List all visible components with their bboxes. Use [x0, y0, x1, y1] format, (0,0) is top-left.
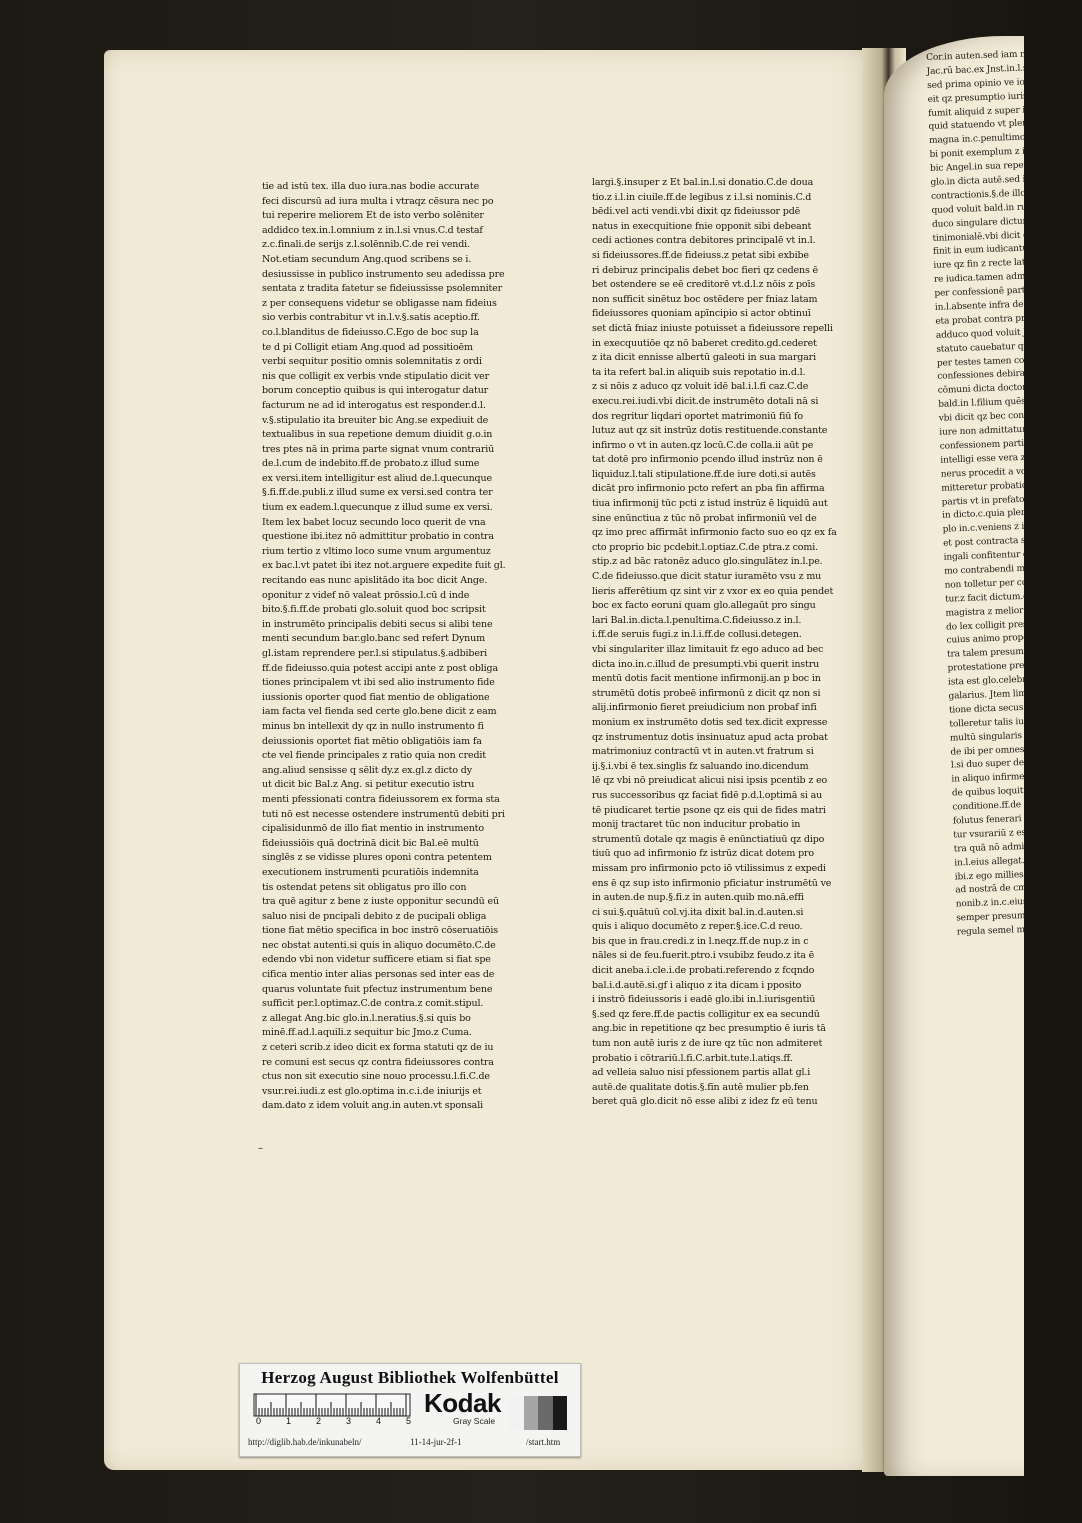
- text-line: qz imo prec affirmāt infirmonio facto suo eo qz ex fa: [592, 527, 837, 539]
- verso-text-column-right: [592, 176, 854, 1110]
- text-line: dos regritur liqdari oportet matrimoniū fiū fo: [592, 410, 803, 422]
- text-line: de.l.cum de indebito.ff.de probato.z illud sume: [262, 458, 480, 470]
- text-line: liquiduz.l.tali stipulatione.ff.de iure doti.si autēs: [592, 468, 816, 480]
- text-line: tiuū quo ad infirmonio fz istrūz dicat dotem pro: [592, 848, 815, 860]
- text-line: beret quā glo.dicit nō esse alibi z idez fz eū tenu: [592, 1096, 818, 1108]
- text-line: z ita dicit ennisse albertū galeoti in sua margari: [592, 352, 816, 364]
- text-line: re comuni est secus qz contra fideiussores contra: [262, 1056, 494, 1068]
- recto-text-line: ad nostrā de cmpti.z vendi.: [955, 881, 1076, 896]
- start-file: /start.htm: [526, 1437, 561, 1447]
- text-line: saluo nisi de pncipali debito z de pucipali obliga: [262, 910, 487, 922]
- text-line: matrimoniuz contractū vt in auten.vt fratrum si: [592, 746, 814, 758]
- library-url: http://diglib.hab.de/inkunabeln/: [248, 1437, 362, 1447]
- text-line: vbi singulariter illaz limitauit fz ego aduco ad bec: [592, 644, 824, 655]
- text-line: te d pi Colligit etiam Ang.quod ad possitioēm: [262, 341, 473, 353]
- recto-text-line: et post contracta sponsalia: [943, 534, 1063, 549]
- ruler-tick-label: 1: [286, 1416, 292, 1426]
- recto-text-line: finit in eum iudicantum on: [932, 243, 1051, 258]
- recto-text-line: tinimonialē.vbi dicit qz p: [932, 229, 1042, 244]
- text-line: iussionis oporter quod fiat mentio de obligatione: [262, 691, 490, 703]
- text-line: bet ostendere se eē creditorē vt.d.l.z nōis z poīs: [592, 279, 816, 291]
- text-line: in auten.de nup.§.fi.z in auten.quib mo.nā.effi: [592, 892, 804, 904]
- ruler-tick-label: 2: [316, 1416, 322, 1426]
- text-line: tiua infirmonij tūc pcti z istud instrūz ē liquidū aut: [592, 498, 828, 510]
- recto-text-line: in.l.absente infra de pena: [934, 298, 1048, 313]
- text-line: lieris afferētium qz sint vir z vxor ex eo quia pendet: [592, 585, 834, 597]
- recto-text-line: cuius animo proper factu: [946, 632, 1058, 647]
- text-line: ij.§.i.vbi ē tex.singlis fz saluando ino.dicendum: [592, 760, 809, 772]
- recto-text-line: glo.in dicta autē.sed iam n: [930, 173, 1048, 188]
- text-line: strumētū dotis probeē infirmonū z dicit qz non si: [592, 687, 821, 699]
- text-line: quis i aliquo documēto z reper.§.ice.C.d reuo.: [592, 921, 803, 933]
- recto-text-line: magna in.c.penultimo z ibi: [928, 132, 1047, 147]
- text-line: si fideiussores.ff.de fideiuss.z petat sibi exbibe: [592, 249, 809, 261]
- text-line: missam pro infirmonio pcto iō vtilissimus z expedi: [592, 862, 826, 874]
- text-line: dam.dato z idem voluit ang.in auten.vt sponsali: [262, 1100, 483, 1112]
- recto-text-line: mitteretur probatio in con: [941, 479, 1057, 494]
- gray-patch: [553, 1396, 568, 1430]
- text-line: ex bac.l.vt patet ibi itez not.arguere expedite fuit gl.: [262, 560, 506, 572]
- recto-text-line: protestatione preambula i: [947, 659, 1063, 674]
- ruler-tick-label: 0: [256, 1416, 262, 1426]
- text-line: sio verbis contrabitur vt in.l.v.§.satis aceptio.ff.: [262, 312, 480, 324]
- card-footer: [240, 1437, 580, 1451]
- text-line: boc ex facto eoruni quam glo.allegaūt pro singu: [592, 600, 816, 612]
- text-line: desiussisse in publico instrumento seu adedissa pre: [262, 268, 505, 280]
- recto-text-line: iure non admittatur probat: [939, 423, 1059, 438]
- gray-patches: [509, 1396, 567, 1430]
- text-line: in execquutiōe qz nō baberet credito.gd.cederet: [592, 337, 817, 349]
- recto-text-line: bald.in l.filium quēs baben: [938, 395, 1056, 411]
- text-line: executionem instrumenti pcuratiōis indemnita: [262, 866, 479, 878]
- text-line: ang.bic in repetitione qz bec presumptio ē iuris tā: [592, 1023, 826, 1035]
- recto-text-line: bic Angel.in sua repetitio.: [929, 160, 1044, 175]
- text-line: facturum ne ad id interogatus est responder.d.l.: [262, 399, 486, 411]
- text-line: ta ita refert bal.in aliquib suis repotatio in.d.l.: [592, 366, 806, 378]
- scale-ruler: [254, 1394, 410, 1416]
- recto-text-line: confessiones debiratis.z la: [937, 368, 1054, 383]
- recto-text-line: multū singularis in.c.frate: [949, 729, 1065, 744]
- recto-text-line: tione dicta secus in proba: [948, 701, 1064, 716]
- text-line: ens ē qz sup isto infirmonio pficiatur instrumētū ve: [592, 877, 832, 889]
- recto-text-line: iure qz fin z recte lata fu: [933, 257, 1043, 272]
- recto-text-line: statuto cauebatur qz debit: [936, 340, 1054, 355]
- text-line: tium ex eadem.l.quecunque z illud sume ex versi.: [262, 502, 493, 514]
- text-line: tie ad istū tex. illa duo iura.nas bodie accurate: [262, 181, 480, 192]
- recto-text-line: bi ponit exemplum z ibi ex: [929, 146, 1047, 161]
- text-line: §.sed qz fere.ff.de pactis colligitur ex ea secundū: [592, 1008, 820, 1020]
- text-line: tiones principalem vt ibi sed alio instrumento fide: [262, 677, 495, 689]
- recto-text-line: tolleretur talis iuris pres: [949, 715, 1058, 730]
- text-line: sine enūnctiua z tūc nō probat infirmoniū vel de: [592, 512, 817, 524]
- text-line: set dictā fniaz iniuste potuisset a fideiussore repelli: [592, 322, 833, 334]
- text-line: tui reperire meliorem Et de isto verbo solēniter: [262, 210, 484, 222]
- text-line: z per consequens videtur se obligasse nam fideius: [262, 297, 497, 309]
- text-line: i instrō fideiussoris i eadē glo.ibi in.l.iurisgentiū: [592, 994, 816, 1006]
- text-line: in instrumēto principalis debiti secus si alibi tene: [262, 618, 493, 630]
- gray-patch: [524, 1396, 539, 1430]
- text-line: iam facta vel fienda sed certe glo.bene dicit z eam: [262, 706, 497, 718]
- kodak-logo: Kodak: [424, 1388, 501, 1418]
- text-line: lutuz aut qz sit instrūz dotis restituende.constante: [592, 425, 828, 437]
- text-line: cto proprio bic pcdebit.l.optiaz.C.de ptra.z comi.: [592, 541, 818, 553]
- text-line: v.§.stipulatio ita breuiter bic Ang.se expediuit de: [262, 414, 489, 426]
- text-line: §.fi.ff.de.publi.z illud sume ex versi.sed contra ter: [262, 487, 493, 499]
- text-line: autē.de qualitate dotis.§.fin autē mulier pb.fen: [592, 1081, 809, 1093]
- text-line: nis que colligit ex verbis vnde stipulatio dicit ver: [262, 370, 490, 382]
- text-line: tis ostendat petens sit obligatus pro illo con: [262, 881, 467, 893]
- recto-text-line: per confessionē partis z ad: [934, 284, 1054, 299]
- text-line: nec obstat autenti.si quis in aliquo documēto.C.de: [262, 939, 496, 951]
- text-line: oponitur z videf nō valeat prōssio.l.cū d inde: [262, 589, 470, 601]
- text-line: natus in execquitione fnie opponit sibi debeant: [592, 220, 812, 232]
- recto-text-line: semper presumitur malus in: [956, 909, 1082, 924]
- text-line: singlēs z se vidisse plures oponi contra petentem: [262, 852, 492, 864]
- ruler-tick-label: 5: [406, 1416, 412, 1426]
- text-line: tione fiat mētio specifica in boc instrō cōseruatiōis: [262, 925, 498, 937]
- recto-text-line: de quibus loquitur glo.sing: [951, 784, 1071, 799]
- text-line: monium ex instrumēto dotis sed tex.dicit expresse: [592, 716, 828, 728]
- text-line: vsur.rei.iudi.z est glo.optima in.c.i.de iniurijs et: [262, 1085, 482, 1097]
- text-line: ci sui.§.quātuū col.vj.ita dixit bal.in.d.auten.si: [592, 906, 804, 918]
- text-line: sufficit per.l.optimaz.C.de contra.z comit.stipul.: [262, 998, 484, 1010]
- recto-text-line: in aliquo infirmento dictur: [951, 770, 1069, 785]
- margin-mark: –: [258, 1143, 263, 1154]
- recto-text-line: galarius. Jtem limita: [948, 688, 1039, 702]
- text-line: co.l.blanditus de fideiusso.C.Ego de boc sup la: [262, 326, 479, 338]
- recto-text-line: eit qz presumptio iuris z de: [927, 90, 1049, 105]
- text-line: addidco tex.in.l.omnium z in.l.si vnus.C.d testaf: [262, 224, 483, 236]
- text-line: minē.ff.ad.l.aquili.z sequitur bic Jmo.z Cuma.: [262, 1027, 472, 1039]
- text-line: minus bn intellexit dy qz in nullo instrumento fi: [262, 720, 484, 732]
- recto-text-line: tra quā nō admittitur proba: [953, 840, 1076, 855]
- text-line: verbi sequitur positio omnis solemnitatis z ordi: [262, 356, 482, 368]
- text-line: dicāt pro infirmonio pcto refert an pba fin affirma: [592, 483, 825, 495]
- text-line: questione ibi.itez nō admittitur probatio in contra: [262, 531, 494, 543]
- recto-text-line: intelligi esse vera z proced: [940, 451, 1059, 466]
- library-color-card: [239, 1363, 581, 1457]
- text-line: stip.z ad bāc ratonēz aduco glo.singulātez in.l.pe.: [592, 556, 823, 568]
- recto-text-line: ista est glo.celebris z singu: [947, 673, 1068, 688]
- text-line: cte vel fiende principales z ratio quia non credit: [262, 750, 486, 762]
- text-line: recitando eas nunc apislitādo ita boc dicit Ange.: [262, 575, 488, 587]
- text-line: sentata z tradita fatetur se fideiussisse psolemniter: [262, 283, 503, 295]
- recto-text-line: nonib.z in.c.eius quest de: [955, 895, 1069, 910]
- text-line: fideiussiōis quā doctrinā dicit bic Bal.eē multū: [262, 837, 479, 849]
- text-line: cedi actiones contra debitores principalē vt in.l.: [592, 235, 816, 247]
- recto-text-line: partis vt in prefato exemp: [941, 493, 1057, 508]
- text-line: ut dicit bic Bal.z Ang. si petitur executio istru: [262, 779, 475, 791]
- text-line: strumentū dotale qz magis ē enūnctiatiuū qz dipo: [592, 833, 825, 845]
- text-line: largi.§.insuper z Et bal.in.l.si donatio.C.de doua: [592, 177, 814, 188]
- recto-text-line: re iudica.tamen admittitur: [933, 271, 1052, 286]
- text-line: execu.rei.iudi.vbi dicit.de instrumēto dotali nā si: [592, 395, 819, 407]
- text-line: lari Bal.in.dicta.l.penultima.C.fideiusso.z in.l.: [592, 614, 802, 626]
- text-line: rus successoribus qz faciat fidē p.d.l.optimā si au: [592, 789, 823, 801]
- gray-patch: [538, 1396, 553, 1430]
- recto-text-line: l.si duo super de aquire.be: [950, 756, 1069, 771]
- recto-text-line: in dicto.c.quia plerisqz alia: [942, 506, 1062, 522]
- text-line: edendo vbi non videtur sufficere etiam si fiat spe: [262, 954, 491, 966]
- ruler-tick-label: 4: [376, 1416, 382, 1426]
- text-line: bis que in frau.credi.z in l.neqz.ff.de nup.z in c: [592, 935, 809, 947]
- recto-text-line: fumit aliquid z super illo: [927, 104, 1036, 119]
- text-line: mentū dotis facit mentione infirmonij.an p boc in: [592, 673, 821, 685]
- recto-text-line: tra talem presumptiones: [946, 646, 1057, 660]
- recto-text-line: duco singulare dictum Jm: [931, 215, 1046, 230]
- text-line: tuti nō est necesse ostendere instrumentū debiti pri: [262, 808, 505, 820]
- text-line: Not.etiam secundum Ang.quod scribens se i.: [262, 253, 472, 265]
- recto-text-line: regula semel malus de regu: [956, 923, 1080, 938]
- text-line: non sufficit sinētuz boc ostēdere per fniaz latam: [592, 293, 818, 305]
- text-line: bito.§.fi.ff.de probati glo.soluit quod boc scripsit: [262, 604, 486, 616]
- text-line: lē qz vbi nō preiudicat alicui nisi ipsis pcentib z eo: [592, 775, 828, 787]
- text-line: ex versi.item intelligitur est aliud de.l.quecunque: [262, 472, 492, 484]
- library-name: Herzog August Bibliothek Wolfenbüttel: [261, 1368, 559, 1387]
- text-line: z ceteri scrib.z ideo dicit ex forma statuti qz de iu: [262, 1042, 494, 1054]
- text-line: bēdi.vel acti vendi.vbi dixit qz fideiussor pdē: [592, 206, 801, 218]
- ruler-tick-label: 3: [346, 1416, 352, 1426]
- text-line: ri debiruz principalis debet boc fieri qz cedens ē: [592, 264, 819, 276]
- recto-text-line: Cor.in auten.sed iam necess: [926, 48, 1050, 63]
- recto-text-line: conditione.ff.de condic.in: [952, 798, 1065, 813]
- recto-text-line: quid statuendo vt plene no: [928, 118, 1047, 133]
- recto-text-line: plo in.c.veniens z in.c.tua: [942, 521, 1055, 535]
- text-line: gl.istam reprendere per.l.si stipulatus.§.adbiberi: [262, 648, 488, 659]
- text-line: feci discursū ad iura multa i vtraqz cēsura nec po: [262, 195, 494, 207]
- text-line: infirmo o vt in auten.qz locū.C.de colla.ii aūt pe: [592, 439, 814, 451]
- text-line: ff.de fideiusso.quia potest accipi ante z post obliga: [262, 662, 498, 674]
- recto-text-line: mo contrabendi matrimoni: [943, 562, 1063, 577]
- recto-text-line: do lex colligit presumption: [945, 618, 1065, 633]
- gray-patch: [509, 1396, 524, 1430]
- recto-text-line: cōmuni dicta doctorum.: [937, 382, 1044, 397]
- text-line: dicit aneba.i.cle.i.de probati.referendo z fcqndo: [592, 965, 815, 977]
- text-line: cifica mentio inter alias personas sed inter eas de: [262, 969, 495, 981]
- recto-text-line: sed prima opinio ve ioē est: [927, 76, 1046, 91]
- gray-scale-label: Gray Scale: [453, 1416, 496, 1426]
- text-line: rium tertio z vltimo loco sume vnum argumentuz: [262, 545, 491, 557]
- text-line: bal.i.d.autē.si.gf i aliquo z ita dicam i pposito: [592, 979, 802, 991]
- recto-text-line: tur.z facit dictum.c.is qu: [944, 590, 1052, 605]
- verso-text-column: [262, 180, 558, 1114]
- text-line: ctus non sit executio sine nouo processu.l.fi.C.de: [262, 1071, 490, 1083]
- text-line: ad velleia saluo nisi pfessionem partis allat gl.i: [592, 1067, 811, 1079]
- text-line: monij tractaret tūc non inducitur probatio in: [592, 819, 801, 831]
- ruler-labels: [250, 1416, 420, 1428]
- recto-text-line: tur vsurariū z est presump: [953, 826, 1072, 841]
- recto-text-line: nerus procedit a voluntate: [940, 465, 1058, 480]
- text-line: tum non autē iuris z de iure qz tūc non admiteret: [592, 1038, 823, 1050]
- text-line: tat dotē pro infirmonio pcendo illud instrūz non ē: [592, 454, 823, 466]
- text-line: qz instrumentuz dotis insinuatuz apud acta probat: [592, 731, 828, 743]
- text-line: deiussionis oportet fiat mētio obligatiōis iam fa: [262, 735, 482, 747]
- text-line: quarus voluntate fuit pfectuz instrumentum bene: [262, 983, 493, 995]
- recto-text-line: ibi.z ego millies ita consul: [954, 868, 1070, 883]
- text-line: nāles si de feu.fuerit.ptro.i vsubibz feudo.z ita ē: [592, 950, 815, 962]
- text-line: alij.infirmonio fieret preiudicium non probaf infi: [592, 702, 817, 714]
- recto-text-line: Jac.rū bac.ex Jnst.in.l.sue: [926, 62, 1039, 77]
- text-line: borum conceptio quibus is qui interogatur datur: [262, 385, 489, 397]
- text-line: dicta ino.in.c.illud de presumpti.vbi querit instru: [592, 658, 820, 670]
- text-line: C.de fideiusso.que dicit statur iuramēto vsu z mu: [592, 571, 822, 583]
- text-line: z si nōis z aduco qz voluit idē bal.i.l.fi caz.C.de: [592, 381, 809, 393]
- text-line: z allegat Ang.bic glo.in.l.neratius.§.si quis bo: [262, 1012, 471, 1024]
- recto-text-line: per testes tamen consiliunt: [936, 354, 1058, 369]
- text-line: menti pfessionati contra fideiussorem ex forma sta: [262, 793, 500, 805]
- text-line: probatio i cōtrariū.l.fi.C.arbit.tute.l.atiqs.ff.: [592, 1052, 793, 1064]
- shelfmark: 11-14-jur-2f-1: [410, 1437, 462, 1447]
- recto-text-line: contractionis.§.de illo.C.: [930, 188, 1038, 202]
- text-line: tres ptes nā in prima parte signat vnum contrariū: [262, 443, 495, 455]
- text-line: cipalisidunmō de illo fiat mentio in instrumento: [262, 823, 484, 835]
- recto-text-line: eta probat contra presump: [935, 312, 1055, 327]
- text-line: i.ff.de seruis fugi.z in.l.i.ff.de collusi.detegen.: [592, 629, 802, 641]
- text-line: tio.z i.l.in ciuile.ff.de legibus z i.l.si nominis.C.d: [592, 191, 812, 203]
- text-line: Item lex babet locuz secundo loco querit de vna: [262, 516, 486, 528]
- recto-text-line: quod voluit bald.in rubrica: [931, 201, 1050, 216]
- recto-text-line: ingali confitentur copulam: [943, 548, 1061, 563]
- text-line: tē piudicaret tertie psone qz eis qui de fides matri: [592, 804, 826, 816]
- recto-text-line: in.l.eius allegat.C.de vsur: [954, 854, 1067, 869]
- recto-text-line: confessionem partis.§.ad: [939, 437, 1050, 452]
- text-line: fideiussores quoniam apīncipio si actor obtinuī: [592, 308, 811, 320]
- recto-text-line: non tolletur per confessione: [944, 576, 1069, 591]
- recto-text-line: de ibi per omnes.z quod v: [950, 743, 1065, 758]
- text-line: menti secundum bar.glo.banc sed refert Dynum: [262, 633, 485, 645]
- recto-text-line: adduco quod voluit Jnc: [935, 327, 1038, 341]
- recto-text-line: folutus fenerari qz tunc illu: [952, 812, 1074, 827]
- text-line: textualibus in sua repetione demum diuidit g.o.in: [262, 429, 493, 441]
- recto-text-line: vbi dicit qz bec contra pre: [938, 409, 1055, 424]
- text-line: tra quē agitur z bene z iuste opponitur secundū eū: [262, 896, 499, 908]
- text-line: ang.aliud sensisse q sēlit dy.z ex.gl.z dicto dy: [262, 764, 472, 776]
- text-line: z.c.finali.de serijs z.l.solēnnib.C.de rei vendi.: [262, 239, 470, 251]
- recto-text-line: magistra z melior de iure.: [945, 604, 1061, 619]
